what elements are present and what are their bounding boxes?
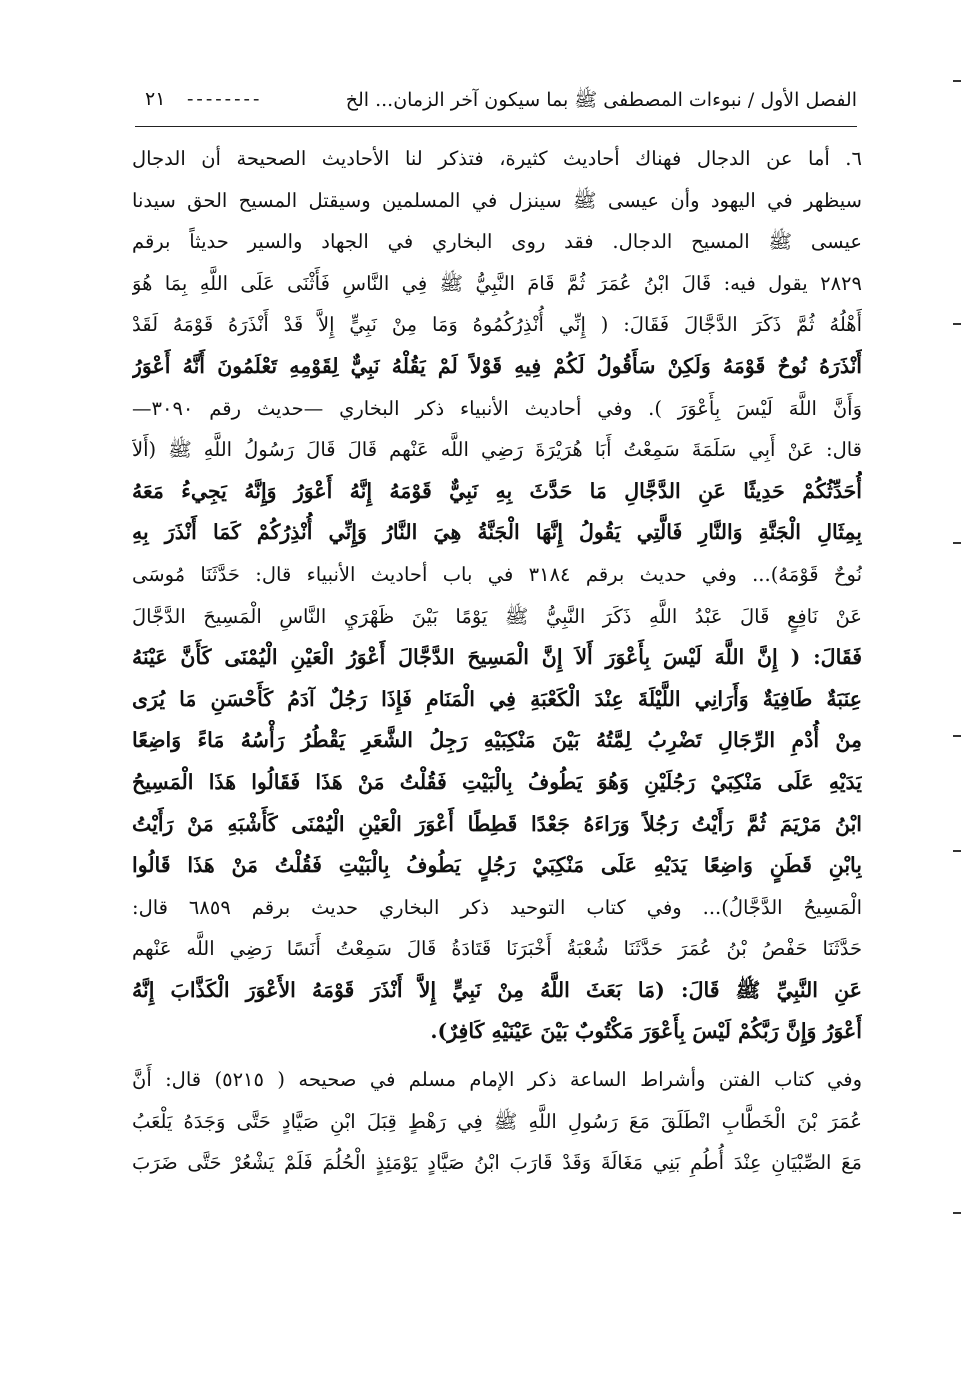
text-line: الْمَسِيحُ الدَّجَّالُ)... وفي كتاب التوحيد ذكر البخاري حديث برقم ٦٨٥٩ قال:	[132, 895, 862, 919]
margin-mark	[953, 80, 961, 82]
margin-mark	[953, 850, 961, 852]
text-line: عِنَبَةٌ طَافِيَةٌ وَأَرَانِي اللَّيْلَةَ عِنْدَ الْكَعْبَةِ فِي الْمَنَامِ فَإِذَا رَجُلٌ آدَمُ كَأَحْسَنِ مَا يُرَى	[132, 686, 862, 711]
text-line: نُوحٌ قَوْمَهُ)... وفي حديث برقم ٣١٨٤ في باب أحاديث الأنبياء قال: حَدَّثَنَا مُوسَى	[132, 562, 862, 586]
text-line: فَقَالَ: ( إِنَّ اللَّهَ لَيْسَ بِأَعْوَرَ أَلاَ إِنَّ الْمَسِيحَ الدَّجَّالَ أَعْوَرُ الْعَيْنِ الْيُمْنَى كَأَنَّ عَيْنَهُ	[132, 645, 862, 670]
text-line: أُحَدِّثُكُمْ حَدِيثًا عَنِ الدَّجَّالِ مَا حَدَّثَ بِهِ نَبِيٌّ قَوْمَهُ إِنَّهُ أَعْوَرُ وَإِنَّهُ يَجِيءُ مَعَهُ	[132, 478, 862, 503]
text-line: أَنْذَرَهُ نُوحٌ قَوْمَهُ وَلَكِنْ سَأَقُولُ لَكُمْ فِيهِ قَوْلاً لَمْ يَقُلْهُ نَبِيٌّ لِقَوْمِهِ تَعْلَمُونَ أَنَّهُ أَعْوَرُ	[132, 353, 862, 378]
text-line: بِمِثَالِ الْجَنَّةِ وَالنَّارِ فَالَّتِي يَقُولُ إِنَّهَا الْجَنَّةُ هِيَ النَّارُ وَإِنِّي أُنْذِرُكُمْ كَمَا أَنْذَرَ بِهِ	[132, 520, 862, 545]
margin-mark	[953, 542, 961, 544]
margin-mark	[953, 735, 961, 737]
text-line: يَدَيْهِ عَلَى مَنْكِبَيْ رَجُلَيْنِ وَهُوَ يَطُوفُ بِالْبَيْتِ فَقُلْتُ مَنْ هَذَا فَقَالُوا هَذَا الْمَسِيحُ	[132, 769, 862, 794]
text-line: أَعْوَرُ وَإِنَّ رَبَّكُمْ لَيْسَ بِأَعْوَرَ مَكْتُوبٌ بَيْنَ عَيْنَيْهِ كَافِرٌ).	[430, 1019, 862, 1044]
margin-mark	[953, 323, 961, 325]
text-line: حَدَّثَنَا حَفْصُ بْنُ عُمَرَ حَدَّثَنَا شُعْبَةُ أَخْبَرَنَا قَتَادَةُ قَالَ سَمِعْتُ أَنَسًا رَضِي اللَّه عَنْهم	[132, 937, 862, 961]
text-line: أَهْلُهُ ثُمَّ ذَكَرَ الدَّجَّالَ فَقَالَ: ( إِنِّي أُنْذِرُكُمُوهُ وَمَا مِنْ نَبِيٍّ إِلاَّ قَدْ أَنْذَرَهُ قَوْمَهُ لَقَدْ	[132, 313, 862, 337]
page-number: ٢١	[145, 88, 166, 110]
text-line: عَنِ النَّبِيِّ ﷺ قَالَ: (مَا بَعَثَ اللَّهُ مِنْ نَبِيٍّ إِلاَّ أَنْذَرَ قَوْمَهُ الأَعْوَرَ الْكَذَّابَ إِنَّهُ	[132, 977, 862, 1002]
text-line: قال: عَنْ أَبِي سَلَمَةَ سَمِعْتُ أَبَا هُرَيْرَةَ رَضِي اللَّه عَنْهم قَالَ قَالَ رَسُولُ اللَّهِ ﷺ (أَلاَ	[132, 438, 862, 462]
text-line: ٦. أما عن الدجال فهناك أحاديث كثيرة، فتذكر لنا الأحاديث الصحيحة أن الدجال	[132, 147, 862, 170]
text-line: بِابْنِ قَطَنٍ وَاضِعًا يَدَيْهِ عَلَى مَنْكِبَيْ رَجُلٍ يَطُوفُ بِالْبَيْتِ فَقُلْتُ مَنْ هَذَا قَالُوا	[132, 853, 862, 878]
running-header	[135, 82, 857, 127]
text-line: ابْنُ مَرْيَمَ ثُمَّ رَأَيْتُ رَجُلاً وَرَاءَهُ جَعْدًا قَطِطًا أَعْوَرَ الْعَيْنِ الْيُمْنَى كَأَشْبَهِ مَنْ رَأَيْتُ	[132, 811, 862, 836]
text-line: مَعَ الصِّبْيَانِ عِنْدَ أُطُمِ بَنِي مَغَالَةَ وَقَدْ قَارَبَ ابْنُ صَيَّادٍ يَوْمَئِذٍ الْحُلُمَ فَلَمْ يَشْعُرْ حَتَّى ضَرَبَ	[132, 1151, 862, 1175]
text-line: ٢٨٢٩ يقول فيه: قَالَ ابْنُ عُمَرَ ثُمَّ قَامَ النَّبِيُّ ﷺ فِي النَّاسِ فَأَثْنَى عَلَى اللَّهِ بِمَا هُوَ	[132, 271, 862, 295]
text-line: مِنْ أُدْمِ الرِّجَالِ تَضْرِبُ لِمَّتُهُ بَيْنَ مَنْكِبَيْهِ رَجِلُ الشَّعَرِ يَقْطُرُ رَأْسُهُ مَاءً وَاضِعًا	[132, 728, 862, 753]
text-line: عيسى ﷺ المسيح الدجال. فقد روى البخاري في الجهاد والسير حديثاً برقم	[132, 230, 862, 254]
text-line: عَنْ نَافِعٍ قَالَ عَبْدُ اللَّهِ ذَكَرَ النَّبِيُّ ﷺ يَوْمًا بَيْنَ ظَهْرَيِ النَّاسِ الْمَسِيحَ الدَّجَّالَ	[132, 604, 862, 628]
header-dashes: --------	[187, 88, 263, 110]
text-line: سيظهر في اليهود وأن عيسى ﷺ سينزل في المسلمين وسيقتل المسيح الحق سيدنا	[132, 188, 862, 212]
text-line: وَأَنَّ اللَّهَ لَيْسَ بِأَعْوَرَ ). وفي أحاديث الأنبياء ذكر البخاري —حديث رقم ٣٠٩٠—	[132, 396, 862, 420]
margin-mark	[953, 1212, 961, 1214]
text-line: وفي كتاب الفتن وأشراط الساعة ذكر الإمام مسلم في صحيحه ( ٥٢١٥) قال: أَنَّ	[132, 1068, 862, 1092]
chapter-title: الفصل الأول / نبوءات المصطفى ﷺ بما سيكون آخر الزمان... الخ	[345, 89, 857, 111]
body-text	[132, 138, 862, 1184]
text-line: عُمَرَ بْنَ الْخَطَّابِ انْطَلَقَ مَعَ رَسُولِ اللَّهِ ﷺ فِي رَهْطٍ قِبَلَ ابْنِ صَيَّادٍ حَتَّى وَجَدَهُ يَلْعَبُ	[132, 1109, 862, 1133]
